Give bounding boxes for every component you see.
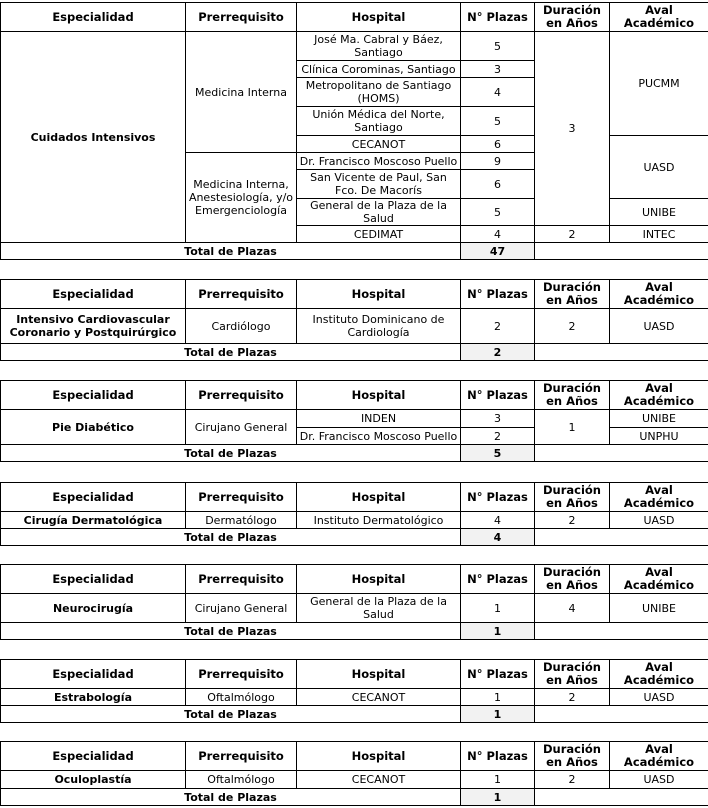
header-especialidad: Especialidad [1, 742, 186, 771]
hospital-cell: Unión Médica del Norte, Santiago [297, 107, 461, 136]
hospital-cell: CECANOT [297, 771, 461, 789]
hospital-cell: Instituto Dominicano de Cardiología [297, 309, 461, 344]
total-blank [535, 789, 708, 806]
header-prerrequisito: Prerrequisito [186, 483, 297, 512]
prerrequisito-cell: Oftalmólogo [186, 689, 297, 706]
hospital-cell: General de la Plaza de la Salud [297, 199, 461, 226]
hospital-cell: Dr. Francisco Moscoso Puello [297, 428, 461, 445]
plazas-cell: 4 [461, 512, 535, 529]
total-label: Total de Plazas [1, 243, 461, 260]
total-row [1, 344, 708, 361]
total-label: Total de Plazas [1, 706, 461, 723]
prerrequisito-cell: Medicina Interna, Anestesiología, y/o Emergenciología [186, 153, 297, 243]
header-row [1, 483, 708, 512]
header-prerrequisito: Prerrequisito [186, 381, 297, 410]
header-duracion: Duración en Años [535, 742, 610, 771]
header-duracion: Duración en Años [535, 3, 610, 32]
plazas-cell: 4 [461, 226, 535, 243]
header-aval: Aval Académico [610, 483, 708, 512]
aval-cell: UASD [610, 309, 708, 344]
total-label: Total de Plazas [1, 623, 461, 640]
especialidad-cell: Oculoplastía [1, 771, 186, 789]
header-especialidad: Especialidad [1, 483, 186, 512]
header-prerrequisito: Prerrequisito [186, 742, 297, 771]
plazas-cell: 1 [461, 771, 535, 789]
prerrequisito-cell: Cardiólogo [186, 309, 297, 344]
header-prerrequisito: Prerrequisito [186, 280, 297, 309]
aval-cell: UNIBE [610, 594, 708, 623]
table-row [1, 410, 708, 428]
duracion-cell: 2 [535, 309, 610, 344]
especialidad-cell: Cuidados Intensivos [1, 32, 186, 243]
duracion-cell: 2 [535, 512, 610, 529]
total-value: 1 [461, 623, 535, 640]
total-row [1, 706, 708, 723]
header-row [1, 565, 708, 594]
aval-cell: INTEC [610, 226, 708, 243]
total-label: Total de Plazas [1, 789, 461, 806]
header-hospital: Hospital [297, 280, 461, 309]
hospital-cell: Metropolitano de Santiago (HOMS) [297, 78, 461, 107]
header-hospital: Hospital [297, 742, 461, 771]
hospital-cell: José Ma. Cabral y Báez, Santiago [297, 32, 461, 61]
header-plazas: N° Plazas [461, 742, 535, 771]
total-label: Total de Plazas [1, 529, 461, 546]
header-plazas: N° Plazas [461, 565, 535, 594]
total-row [1, 789, 708, 806]
hospital-cell: Dr. Francisco Moscoso Puello [297, 153, 461, 170]
duracion-cell: 3 [535, 32, 610, 226]
header-row [1, 280, 708, 309]
header-aval: Aval Académico [610, 280, 708, 309]
duracion-cell: 1 [535, 410, 610, 445]
hospital-cell: Clínica Corominas, Santiago [297, 61, 461, 78]
header-duracion: Duración en Años [535, 660, 610, 689]
prerrequisito-cell: Cirujano General [186, 410, 297, 445]
aval-cell: UNIBE [610, 410, 708, 428]
plazas-cell: 5 [461, 199, 535, 226]
aval-cell: UASD [610, 771, 708, 789]
table-row [1, 512, 708, 529]
aval-cell: PUCMM [610, 32, 708, 136]
hospital-cell: CECANOT [297, 689, 461, 706]
header-aval: Aval Académico [610, 565, 708, 594]
total-blank [535, 445, 708, 462]
total-blank [535, 344, 708, 361]
duracion-cell: 2 [535, 689, 610, 706]
especialidad-cell: Intensivo Cardiovascular Coronario y Postquirúrgico [1, 309, 186, 344]
header-row [1, 381, 708, 410]
hospital-cell: INDEN [297, 410, 461, 428]
aval-cell: UASD [610, 136, 708, 199]
total-row [1, 445, 708, 462]
table-row [1, 32, 708, 61]
duracion-cell: 2 [535, 771, 610, 789]
header-hospital: Hospital [297, 483, 461, 512]
total-row [1, 243, 708, 260]
header-especialidad: Especialidad [1, 565, 186, 594]
plazas-cell: 6 [461, 170, 535, 199]
table-row [1, 689, 708, 706]
hospital-cell: CEDIMAT [297, 226, 461, 243]
header-especialidad: Especialidad [1, 660, 186, 689]
header-aval: Aval Académico [610, 3, 708, 32]
header-especialidad: Especialidad [1, 381, 186, 410]
duracion-cell: 2 [535, 226, 610, 243]
header-duracion: Duración en Años [535, 381, 610, 410]
plazas-cell: 1 [461, 689, 535, 706]
aval-cell: UASD [610, 689, 708, 706]
table-intensivo-cardiovascular [0, 279, 708, 361]
table-neurocirugia [0, 564, 708, 640]
header-plazas: N° Plazas [461, 280, 535, 309]
header-hospital: Hospital [297, 565, 461, 594]
plazas-cell: 2 [461, 428, 535, 445]
prerrequisito-cell: Dermatólogo [186, 512, 297, 529]
hospital-cell: CECANOT [297, 136, 461, 153]
total-row [1, 623, 708, 640]
prerrequisito-cell: Oftalmólogo [186, 771, 297, 789]
plazas-cell: 4 [461, 78, 535, 107]
header-prerrequisito: Prerrequisito [186, 565, 297, 594]
header-aval: Aval Académico [610, 381, 708, 410]
aval-cell: UASD [610, 512, 708, 529]
hospital-cell: Instituto Dermatológico [297, 512, 461, 529]
header-plazas: N° Plazas [461, 660, 535, 689]
table-pie-diabetico [0, 380, 708, 462]
total-value: 2 [461, 344, 535, 361]
table-oculoplastia [0, 741, 708, 806]
total-value: 47 [461, 243, 535, 260]
total-blank [535, 529, 708, 546]
table-cirugia-dermatologica [0, 482, 708, 546]
especialidad-cell: Cirugía Dermatológica [1, 512, 186, 529]
total-value: 1 [461, 789, 535, 806]
total-row [1, 529, 708, 546]
plazas-cell: 1 [461, 594, 535, 623]
hospital-cell: San Vicente de Paul, San Fco. De Macorís [297, 170, 461, 199]
especialidad-cell: Estrabología [1, 689, 186, 706]
table-row [1, 771, 708, 789]
total-label: Total de Plazas [1, 445, 461, 462]
total-value: 5 [461, 445, 535, 462]
header-especialidad: Especialidad [1, 280, 186, 309]
plazas-cell: 9 [461, 153, 535, 170]
header-plazas: N° Plazas [461, 483, 535, 512]
header-duracion: Duración en Años [535, 483, 610, 512]
header-row [1, 660, 708, 689]
plazas-cell: 3 [461, 61, 535, 78]
plazas-cell: 5 [461, 107, 535, 136]
header-hospital: Hospital [297, 381, 461, 410]
duracion-cell: 4 [535, 594, 610, 623]
header-aval: Aval Académico [610, 660, 708, 689]
header-hospital: Hospital [297, 660, 461, 689]
prerrequisito-cell: Medicina Interna [186, 32, 297, 153]
especialidad-cell: Neurocirugía [1, 594, 186, 623]
plazas-cell: 6 [461, 136, 535, 153]
especialidad-cell: Pie Diabético [1, 410, 186, 445]
table-row [1, 309, 708, 344]
aval-cell: UNIBE [610, 199, 708, 226]
total-blank [535, 706, 708, 723]
table-cuidados-intensivos [0, 2, 708, 260]
plazas-cell: 5 [461, 32, 535, 61]
header-hospital: Hospital [297, 3, 461, 32]
header-plazas: N° Plazas [461, 3, 535, 32]
total-label: Total de Plazas [1, 344, 461, 361]
header-plazas: N° Plazas [461, 381, 535, 410]
total-value: 1 [461, 706, 535, 723]
total-blank [535, 623, 708, 640]
header-prerrequisito: Prerrequisito [186, 3, 297, 32]
plazas-cell: 3 [461, 410, 535, 428]
header-aval: Aval Académico [610, 742, 708, 771]
header-prerrequisito: Prerrequisito [186, 660, 297, 689]
aval-cell: UNPHU [610, 428, 708, 445]
header-duracion: Duración en Años [535, 565, 610, 594]
total-blank [535, 243, 708, 260]
header-especialidad: Especialidad [1, 3, 186, 32]
header-row [1, 3, 708, 32]
prerrequisito-cell: Cirujano General [186, 594, 297, 623]
hospital-cell: General de la Plaza de la Salud [297, 594, 461, 623]
total-value: 4 [461, 529, 535, 546]
header-duracion: Duración en Años [535, 280, 610, 309]
table-estrabologia [0, 659, 708, 723]
table-row [1, 594, 708, 623]
plazas-cell: 2 [461, 309, 535, 344]
header-row [1, 742, 708, 771]
